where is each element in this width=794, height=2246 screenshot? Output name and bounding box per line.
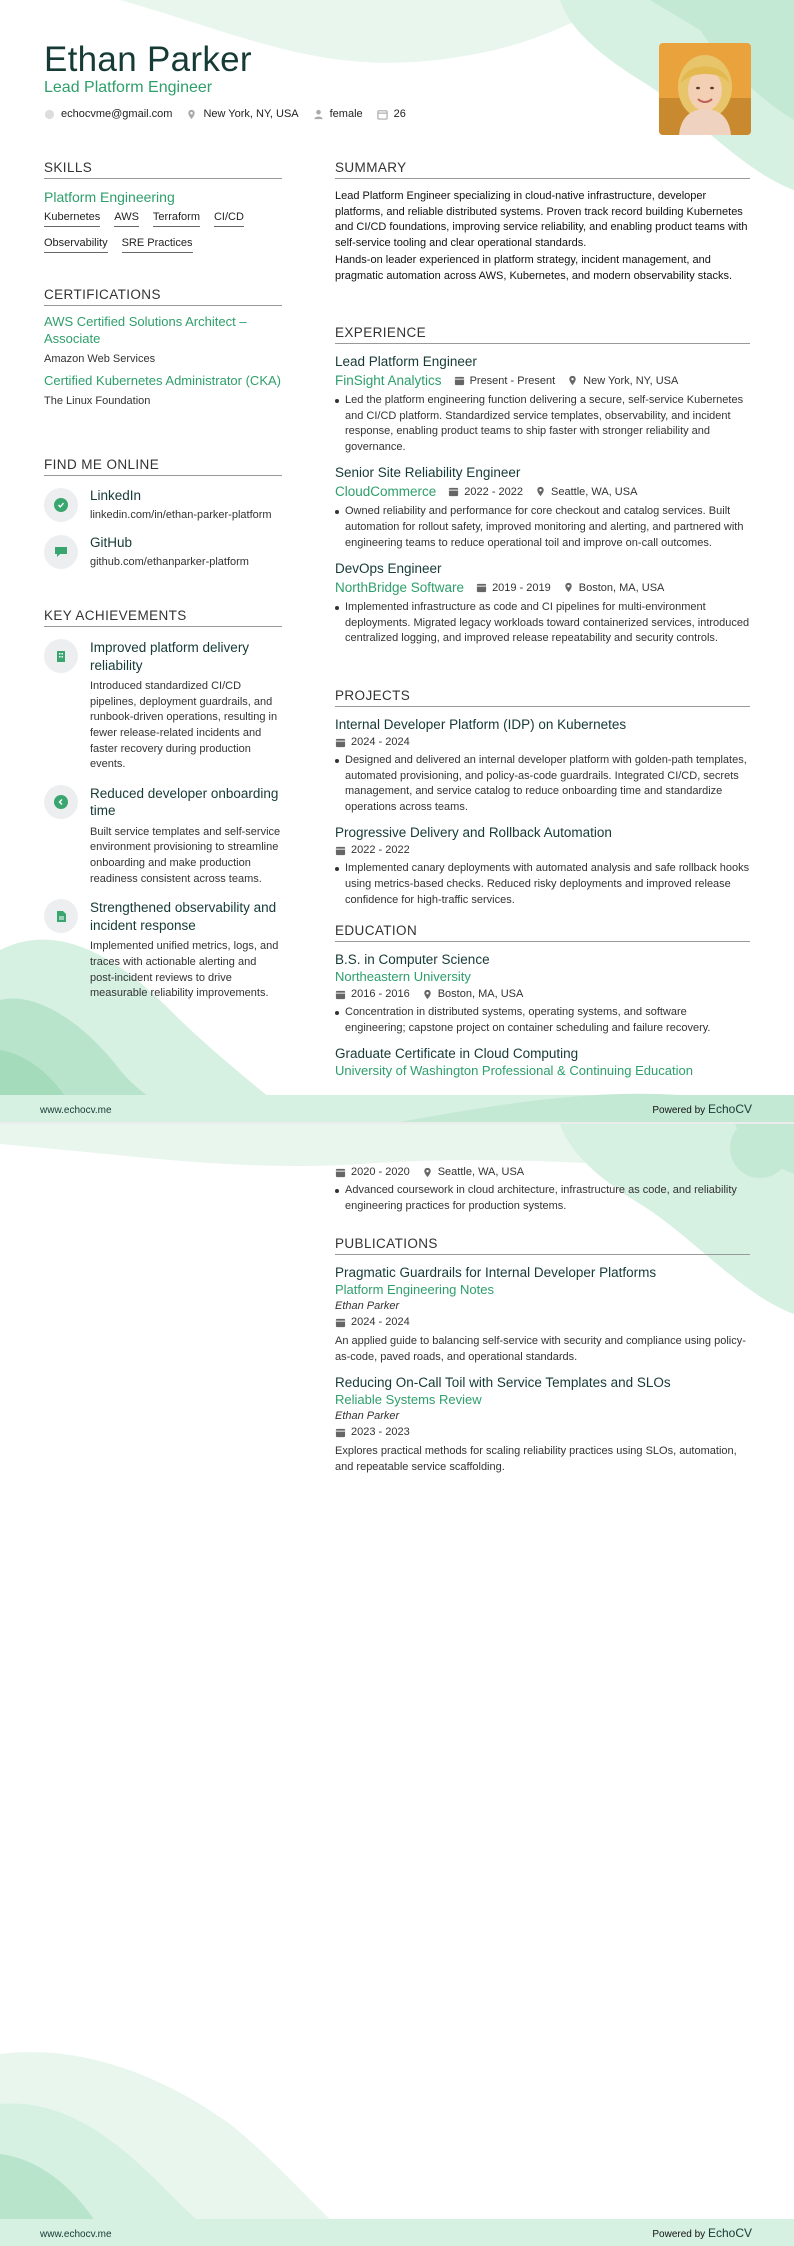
publication-item bbox=[335, 1375, 750, 1475]
pub-title: Reducing On-Call Toil with Service Templates and SLOs bbox=[335, 1375, 671, 1391]
skill-chip: SRE Practices bbox=[122, 237, 193, 253]
summary-paragraph: Lead Platform Engineer specializing in cloud-native infrastructure, developer platforms, and reliable distributed systems. Proven track record building Kubernetes and CI/CD foundations, improving service reliability, and enabling product teams with self-service tooling and clear operational standards. bbox=[335, 190, 748, 249]
person-icon bbox=[313, 109, 324, 120]
certifications-section bbox=[44, 287, 282, 407]
pub-dates: 2023 - 2023 bbox=[351, 1426, 410, 1439]
job-bullet: Owned reliability and performance for core checkout and catalog services. Built automation for rollout safety, improved monitoring and alerting, and partnered with engineering teams to reduce operational toil and improve on-call outcomes. bbox=[345, 505, 744, 549]
publications-heading: PUBLICATIONS bbox=[335, 1236, 750, 1255]
job-bullet: Implemented infrastructure as code and CI pipelines for multi-environment deployments. Migrated legacy workloads toward containerized services, introduced centralized logging, and improved release repeatability and security controls. bbox=[345, 601, 750, 645]
footer-powered[interactable] bbox=[652, 1102, 752, 1116]
location-text: New York, NY, USA bbox=[203, 108, 299, 120]
experience-heading: EXPERIENCE bbox=[335, 325, 750, 344]
job-dates: 2022 - 2022 bbox=[464, 485, 524, 498]
job-dates: Present - Present bbox=[469, 374, 556, 387]
project-title: Progressive Delivery and Rollback Automation bbox=[335, 825, 612, 841]
edu-degree: Graduate Certificate in Cloud Computing bbox=[335, 1046, 579, 1062]
education-item bbox=[335, 952, 750, 1036]
pub-venue: Platform Engineering Notes bbox=[335, 1282, 494, 1297]
edu-school: University of Washington Professional & Continuing Education bbox=[335, 1063, 693, 1079]
pub-author: Ethan Parker bbox=[335, 1300, 400, 1312]
calendar-icon bbox=[335, 845, 346, 856]
job-company: CloudCommerce bbox=[335, 484, 437, 500]
skills-section bbox=[44, 160, 282, 253]
check-icon bbox=[44, 488, 78, 522]
edu-bullet: Concentration in distributed systems, operating systems, and software engineering; capstone project on container scheduling and failure recovery. bbox=[345, 1006, 711, 1034]
achievement-title: Reduced developer onboarding time bbox=[90, 785, 279, 819]
edu-degree: B.S. in Computer Science bbox=[335, 952, 490, 967]
achievement-item bbox=[44, 785, 282, 888]
project-title: Internal Developer Platform (IDP) on Kubernetes bbox=[335, 717, 627, 732]
document-icon bbox=[44, 899, 78, 933]
gender-text: female bbox=[329, 108, 363, 120]
project-bullet: Implemented canary deployments with automated analysis and safe rollback hooks using metrics-based checks. Reduced risky deployments and improved release confidence for high-traffic services. bbox=[345, 862, 750, 906]
education-heading: EDUCATION bbox=[335, 923, 750, 942]
resume-page-1 bbox=[0, 0, 794, 1122]
cert-org: The Linux Foundation bbox=[44, 394, 151, 407]
edu-school: Northeastern University bbox=[335, 969, 471, 984]
arrow-circle-icon bbox=[44, 785, 78, 819]
skills-heading: SKILLS bbox=[44, 160, 282, 179]
skill-chip: Observability bbox=[44, 237, 108, 253]
skill-chip: CI/CD bbox=[214, 211, 244, 227]
pub-desc: An applied guide to balancing self-service with security and compliance using policy-as-code, paved roads, and operational standards. bbox=[335, 1335, 746, 1363]
pub-venue: Reliable Systems Review bbox=[335, 1392, 482, 1408]
location-pin-icon bbox=[422, 989, 433, 1000]
calendar-icon bbox=[335, 1317, 346, 1328]
contact-email[interactable] bbox=[44, 108, 172, 120]
experience-item bbox=[335, 465, 750, 551]
job-location: Seattle, WA, USA bbox=[551, 485, 638, 498]
project-bullet: Designed and delivered an internal developer platform with golden-path templates, automated provisioning, and policy-as-code guardrails. Integrated CI/CD, secrets management, and service catalog to reduce onboarding time and standardize operations across teams. bbox=[345, 754, 747, 813]
online-section bbox=[44, 457, 282, 571]
calendar-icon bbox=[448, 486, 459, 497]
education-continued bbox=[335, 1162, 750, 1214]
achievement-desc: Introduced standardized CI/CD pipelines, deployment guardrails, and runbook-driven operations, resulting in fewer release-related incidents and faster recovery during production events. bbox=[90, 680, 278, 771]
projects-heading: PROJECTS bbox=[335, 688, 750, 707]
publications-section bbox=[335, 1236, 750, 1475]
footer-site[interactable]: www.echocv.me bbox=[40, 1105, 112, 1116]
skill-chip: Terraform bbox=[153, 211, 200, 227]
achievements-section bbox=[44, 608, 282, 1002]
online-label: LinkedIn bbox=[90, 488, 142, 503]
skill-chip: AWS bbox=[114, 211, 139, 227]
job-location: New York, NY, USA bbox=[583, 374, 679, 387]
achievement-desc: Implemented unified metrics, logs, and traces with actionable alerting and post-incident reviews to drive measurable reliability improvements. bbox=[90, 940, 279, 1000]
project-dates: 2024 - 2024 bbox=[351, 736, 410, 748]
calendar-icon bbox=[335, 737, 346, 748]
achievement-desc: Built service templates and self-service environment provisioning to streamline onboarding and make production readiness consistent across teams. bbox=[90, 825, 281, 885]
online-item-linkedin[interactable] bbox=[44, 488, 282, 523]
location-pin-icon bbox=[422, 1167, 433, 1178]
calendar-icon bbox=[454, 375, 465, 386]
pub-author: Ethan Parker bbox=[335, 1410, 400, 1423]
edu-dates: 2016 - 2016 bbox=[351, 988, 410, 1000]
job-location: Boston, MA, USA bbox=[578, 581, 665, 594]
calendar-icon bbox=[335, 989, 346, 1000]
project-dates: 2022 - 2022 bbox=[351, 844, 410, 857]
edu-dates: 2020 - 2020 bbox=[351, 1166, 410, 1178]
powered-label: Powered by bbox=[652, 2229, 706, 2240]
summary-paragraph: Hands-on leader experienced in platform strategy, incident management, and pragmatic automation across AWS, Kubernetes, and modern observability stacks. bbox=[335, 254, 733, 283]
cert-title: Certified Kubernetes Administrator (CKA) bbox=[44, 372, 281, 388]
project-item bbox=[335, 825, 750, 908]
achievement-title: Improved platform delivery reliability bbox=[90, 640, 250, 673]
location-pin-icon bbox=[186, 109, 197, 120]
calendar-icon bbox=[476, 582, 487, 593]
online-heading: FIND ME ONLINE bbox=[44, 457, 282, 476]
pub-desc: Explores practical methods for scaling reliability practices using SLOs, automation, and repeatable service scaffolding. bbox=[335, 1445, 737, 1473]
contact-age bbox=[377, 108, 406, 120]
avatar-portrait bbox=[659, 43, 751, 135]
location-pin-icon bbox=[567, 375, 578, 386]
candidate-name: Ethan Parker bbox=[44, 40, 252, 79]
pub-dates: 2024 - 2024 bbox=[351, 1316, 410, 1328]
location-pin-icon bbox=[563, 582, 574, 593]
cert-title: AWS Certified Solutions Architect – Associate bbox=[44, 314, 247, 346]
edu-bullet: Advanced coursework in cloud architecture, infrastructure as code, and reliability engineering practices for production systems. bbox=[345, 1184, 737, 1212]
job-company: FinSight Analytics bbox=[335, 373, 442, 388]
experience-item bbox=[335, 561, 750, 647]
achievement-item bbox=[44, 639, 282, 773]
certifications-heading: CERTIFICATIONS bbox=[44, 287, 282, 306]
job-role: Lead Platform Engineer bbox=[335, 354, 477, 369]
summary-text bbox=[335, 189, 750, 285]
project-item bbox=[335, 717, 750, 815]
edu-location: Seattle, WA, USA bbox=[437, 1166, 525, 1178]
achievement-item bbox=[44, 899, 282, 1002]
age-text: 26 bbox=[393, 108, 406, 120]
skill-chip: Kubernetes bbox=[44, 211, 100, 227]
powered-label: Powered by bbox=[652, 1105, 706, 1116]
calendar-icon bbox=[335, 1167, 346, 1178]
calendar-icon bbox=[335, 1427, 346, 1438]
footer-powered[interactable] bbox=[652, 2226, 752, 2240]
footer-site[interactable]: www.echocv.me bbox=[40, 2229, 112, 2240]
resume-page-2 bbox=[0, 1124, 794, 2246]
building-icon bbox=[44, 639, 78, 673]
skill-chips bbox=[44, 211, 282, 253]
email-text: echocvme@gmail.com bbox=[61, 108, 173, 120]
job-role: DevOps Engineer bbox=[335, 561, 442, 577]
brand-logo-text: EchoCV bbox=[707, 2226, 752, 2240]
cert-org: Amazon Web Services bbox=[44, 352, 156, 365]
chat-icon bbox=[44, 535, 78, 569]
contact-gender bbox=[313, 108, 363, 120]
education-item bbox=[335, 1046, 750, 1078]
publication-item bbox=[335, 1265, 750, 1365]
contact-bar bbox=[44, 108, 406, 120]
job-role: Senior Site Reliability Engineer bbox=[335, 465, 521, 481]
achievements-heading: KEY ACHIEVEMENTS bbox=[44, 608, 282, 627]
achievement-title: Strengthened observability and incident response bbox=[90, 900, 277, 933]
contact-location bbox=[186, 108, 298, 120]
education-section bbox=[335, 923, 750, 1078]
email-icon bbox=[44, 109, 55, 120]
job-company: NorthBridge Software bbox=[335, 580, 465, 596]
profile-photo bbox=[659, 43, 751, 135]
job-dates: 2019 - 2019 bbox=[492, 581, 551, 594]
edu-location: Boston, MA, USA bbox=[437, 988, 524, 1000]
online-url[interactable]: linkedin.com/in/ethan-parker-platform bbox=[90, 509, 272, 521]
online-item-github[interactable] bbox=[44, 535, 282, 570]
experience-section bbox=[335, 325, 750, 647]
online-url[interactable]: github.com/ethanparker-platform bbox=[90, 556, 249, 569]
candidate-title: Lead Platform Engineer bbox=[44, 79, 213, 96]
brand-logo-text: EchoCV bbox=[707, 1102, 752, 1116]
summary-heading: SUMMARY bbox=[335, 160, 750, 179]
projects-section bbox=[335, 688, 750, 908]
skill-category: Platform Engineering bbox=[44, 189, 175, 205]
experience-item bbox=[335, 354, 750, 455]
pub-title: Pragmatic Guardrails for Internal Developer Platforms bbox=[335, 1265, 657, 1280]
calendar-icon bbox=[377, 109, 388, 120]
location-pin-icon bbox=[535, 486, 546, 497]
online-label: GitHub bbox=[90, 535, 133, 551]
summary-section bbox=[335, 160, 750, 287]
job-bullet: Led the platform engineering function delivering a secure, self-service Kubernetes and CI/CD platform. Standardized service templates, observability, and incident response, enabling product teams to ship faster with stronger reliability and governance. bbox=[345, 394, 744, 453]
